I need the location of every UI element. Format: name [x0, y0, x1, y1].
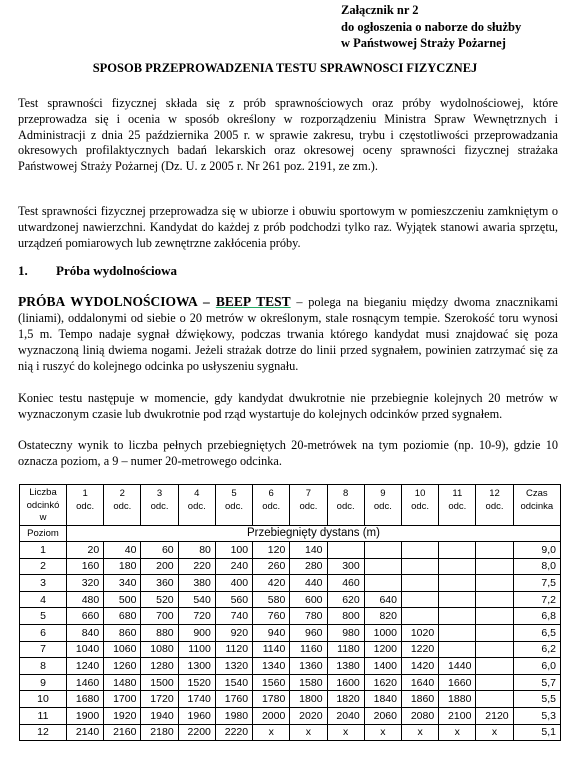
distance-cell: 760	[253, 608, 290, 625]
distance-cell: 1640	[401, 674, 438, 691]
level-cell: 5	[20, 608, 67, 625]
distance-cell	[439, 625, 476, 642]
distance-cell: 1840	[364, 691, 401, 708]
level-cell: 1	[20, 542, 67, 559]
time-cell: 5,5	[513, 691, 560, 708]
distance-cell	[401, 558, 438, 575]
distance-cell: 1820	[327, 691, 364, 708]
distance-cell: 1560	[253, 674, 290, 691]
distance-cell: 1960	[178, 708, 215, 725]
distance-cell: 1780	[253, 691, 290, 708]
section-number: 1.	[18, 263, 28, 278]
distance-cell: 820	[364, 608, 401, 625]
distance-cell: 160	[67, 558, 104, 575]
distance-cell: 980	[327, 625, 364, 642]
segment-unit: odc.	[225, 501, 243, 512]
level-header: Poziom	[20, 525, 67, 542]
distance-cell	[401, 591, 438, 608]
distance-cell: 1940	[141, 708, 178, 725]
time-cell: 7,2	[513, 591, 560, 608]
distance-cell: 1060	[104, 641, 141, 658]
distance-cell: x	[253, 724, 290, 741]
segment-unit: odc.	[299, 501, 318, 512]
end-of-test-paragraph: Koniec testu następuje w momencie, gdy kandydat dwukrotnie nie przebiegnie kolejnych 20 metrów w wyznaczonym czasie lub dwukrotnie pod rząd wystartuje do kolejnych odcinków przed sygnałem.	[18, 391, 558, 421]
distance-cell: 1540	[215, 674, 252, 691]
distance-cell: 60	[141, 542, 178, 559]
beep-text: – polega na bieganiu między dwoma znacznikami (liniami), oddalonymi od siebie o 20 metrów w określonym, stale rosnącym tempie. Szerokość toru wynosi 1,5 m. Tempo nadaje sygnał dźwiękowy, podczas trwania którego kandydat musi znajdować się poza wyznaczoną linią dwiema nogami. Jeżeli strażak dotrze do linii przed sygnałem, powinien zatrzymać się za nią i ruszyć do kolejnego odcinka po usłyszeniu sygnału.	[18, 295, 559, 373]
distance-cell: 1740	[178, 691, 215, 708]
segment-header-3	[141, 485, 178, 526]
section-heading	[18, 263, 177, 279]
distance-cell: 1580	[290, 674, 327, 691]
header-line: Liczba	[29, 487, 57, 498]
time-cell: 6,2	[513, 641, 560, 658]
distance-cell: 2040	[327, 708, 364, 725]
distance-cell: 260	[253, 558, 290, 575]
segment-number: 11	[452, 488, 463, 499]
segment-header-5	[215, 485, 252, 526]
segment-number: 1	[82, 488, 88, 499]
distance-header: Przebiegnięty dystans (m)	[67, 525, 561, 542]
distance-cell: 420	[253, 575, 290, 592]
distance-cell: x	[439, 724, 476, 741]
distance-cell: 1600	[327, 674, 364, 691]
time-cell: 9,0	[513, 542, 560, 559]
segment-unit: odc.	[150, 501, 169, 512]
segment-header-6	[253, 485, 290, 526]
level-cell: 4	[20, 591, 67, 608]
distance-cell: 2180	[141, 724, 178, 741]
distance-cell	[364, 542, 401, 559]
distance-cell: 400	[215, 575, 252, 592]
distance-cell: 1120	[215, 641, 252, 658]
distance-cell: 1520	[178, 674, 215, 691]
table-row	[20, 641, 561, 658]
beep-test-term: BEEP TEST	[215, 294, 291, 309]
level-cell: 10	[20, 691, 67, 708]
table-row	[20, 724, 561, 741]
attachment-line-2: do ogłoszenia o naborze do służby	[341, 19, 522, 34]
distance-cell: 1100	[178, 641, 215, 658]
time-cell: 5,1	[513, 724, 560, 741]
distance-cell	[401, 575, 438, 592]
segment-header-7	[290, 485, 327, 526]
distance-cell: 740	[215, 608, 252, 625]
table-subheader-row	[20, 525, 561, 542]
conditions-paragraph: Test sprawności fizycznej przeprowadza się w ubiorze i obuwiu sportowym w pomieszczeniu zamkniętym o utwardzonej nawierzchni. Kandydat do każdej z prób podchodzi tylko raz. Wyjątek stanowi awaria sprzętu, urządzeń pomiarowych lub zewnętrzne zakłócenia próby.	[18, 204, 558, 250]
distance-cell: 940	[253, 625, 290, 642]
distance-cell: 1420	[401, 658, 438, 675]
segment-number: 9	[380, 488, 386, 499]
table-header-row	[20, 485, 561, 526]
distance-cell: 920	[215, 625, 252, 642]
distance-cell: 720	[178, 608, 215, 625]
segment-header-10	[401, 485, 438, 526]
distance-cell: 1800	[290, 691, 327, 708]
distance-cell: 1360	[290, 658, 327, 675]
distance-cell	[401, 608, 438, 625]
distance-cell: 860	[104, 625, 141, 642]
distance-cell: 100	[215, 542, 252, 559]
distance-cell: 1760	[215, 691, 252, 708]
distance-cell: 780	[290, 608, 327, 625]
header-line: odcinkó	[26, 499, 60, 511]
distance-cell: 1180	[327, 641, 364, 658]
distance-cell: 1860	[401, 691, 438, 708]
distance-cell	[476, 591, 513, 608]
distance-cell: 1020	[401, 625, 438, 642]
distance-cell: 800	[327, 608, 364, 625]
distance-cell	[439, 608, 476, 625]
distance-cell: 2100	[439, 708, 476, 725]
distance-cell	[476, 558, 513, 575]
table-row	[20, 674, 561, 691]
distance-cell	[327, 542, 364, 559]
level-cell: 7	[20, 641, 67, 658]
distance-cell: 620	[327, 591, 364, 608]
distance-cell: 40	[104, 542, 141, 559]
distance-cell	[476, 691, 513, 708]
distance-cell	[401, 542, 438, 559]
table-row	[20, 608, 561, 625]
distance-cell: x	[476, 724, 513, 741]
distance-cell: 2140	[67, 724, 104, 741]
level-cell: 8	[20, 658, 67, 675]
level-cell: 2	[20, 558, 67, 575]
distance-cell: 580	[253, 591, 290, 608]
distance-cell: 1680	[67, 691, 104, 708]
distance-cell: 380	[178, 575, 215, 592]
segments-count-header	[20, 485, 67, 526]
table-row	[20, 542, 561, 559]
distance-cell	[439, 575, 476, 592]
distance-cell: 140	[290, 542, 327, 559]
distance-cell: 220	[178, 558, 215, 575]
distance-cell: 2160	[104, 724, 141, 741]
segment-number: 3	[156, 488, 163, 499]
distance-cell	[439, 558, 476, 575]
header-line: w	[39, 512, 47, 523]
distance-cell: 300	[327, 558, 364, 575]
level-cell: 12	[20, 724, 67, 741]
segment-number: 2	[119, 488, 125, 499]
segment-unit: odc.	[448, 501, 467, 512]
segment-number: 7	[305, 488, 312, 499]
level-cell: 11	[20, 708, 67, 725]
distance-cell: 80	[178, 542, 215, 559]
time-cell: 5,7	[513, 674, 560, 691]
distance-cell	[476, 625, 513, 642]
section-title: Próba wydolnościowa	[56, 263, 177, 278]
result-paragraph: Ostateczny wynik to liczba pełnych przebiegniętych 20-metrówek na tym poziomie (np. 10-9), gdzie 10 oznacza poziom, a 9 – numer 20-metrowego odcinka.	[18, 438, 558, 468]
time-cell: 6,5	[513, 625, 560, 642]
distance-cell: 1300	[178, 658, 215, 675]
distance-cell: 1320	[215, 658, 252, 675]
table-row	[20, 658, 561, 675]
table-row	[20, 558, 561, 575]
distance-cell	[439, 542, 476, 559]
attachment-header	[341, 2, 521, 52]
beep-test-table	[19, 484, 561, 741]
distance-cell: 480	[67, 591, 104, 608]
distance-cell: 600	[290, 591, 327, 608]
distance-cell: 2120	[476, 708, 513, 725]
segment-header-11	[439, 485, 476, 526]
distance-cell: 1160	[290, 641, 327, 658]
attachment-line-3: w Państwowej Straży Pożarnej	[341, 36, 506, 50]
distance-cell: 440	[290, 575, 327, 592]
segment-number: 8	[342, 488, 349, 499]
distance-cell: 880	[141, 625, 178, 642]
distance-cell: 1080	[141, 641, 178, 658]
distance-cell: 680	[104, 608, 141, 625]
distance-cell: 1260	[104, 658, 141, 675]
distance-cell: x	[327, 724, 364, 741]
segment-number: 5	[231, 488, 237, 499]
distance-cell: 500	[104, 591, 141, 608]
distance-cell: 2080	[401, 708, 438, 725]
distance-cell: 1460	[67, 674, 104, 691]
distance-cell: 240	[215, 558, 252, 575]
distance-cell: 540	[178, 591, 215, 608]
segment-header-4	[178, 485, 215, 526]
distance-cell: 2200	[178, 724, 215, 741]
time-cell: 6,0	[513, 658, 560, 675]
time-cell: 8,0	[513, 558, 560, 575]
distance-cell: 1200	[364, 641, 401, 658]
distance-cell: 1400	[364, 658, 401, 675]
distance-cell: 640	[364, 591, 401, 608]
distance-cell: 1480	[104, 674, 141, 691]
distance-cell: 1240	[67, 658, 104, 675]
distance-cell: 180	[104, 558, 141, 575]
distance-cell	[476, 542, 513, 559]
segment-header-9	[364, 485, 401, 526]
distance-cell: 360	[141, 575, 178, 592]
distance-cell	[439, 641, 476, 658]
segment-unit: odc.	[411, 501, 430, 512]
distance-cell: 1720	[141, 691, 178, 708]
distance-cell: 1440	[439, 658, 476, 675]
distance-cell: 700	[141, 608, 178, 625]
segment-unit: odc.	[373, 501, 392, 512]
distance-cell: 1620	[364, 674, 401, 691]
distance-cell: 1980	[215, 708, 252, 725]
distance-cell: 2060	[364, 708, 401, 725]
distance-cell: x	[401, 724, 438, 741]
distance-cell: 520	[141, 591, 178, 608]
distance-cell	[476, 608, 513, 625]
distance-cell: 1900	[67, 708, 104, 725]
segment-header-8	[327, 485, 364, 526]
distance-cell: 1140	[253, 641, 290, 658]
segment-number: 6	[268, 488, 274, 499]
distance-cell: 2000	[253, 708, 290, 725]
distance-cell: 1220	[401, 641, 438, 658]
distance-cell: 1340	[253, 658, 290, 675]
distance-cell: 660	[67, 608, 104, 625]
distance-cell: 1380	[327, 658, 364, 675]
beep-lead: PRÓBA WYDOLNOŚCIOWA –	[18, 294, 216, 309]
time-header	[513, 485, 560, 526]
distance-cell: 1000	[364, 625, 401, 642]
distance-cell: 460	[327, 575, 364, 592]
segment-unit: odc.	[485, 501, 504, 512]
distance-cell	[476, 641, 513, 658]
table-row	[20, 708, 561, 725]
distance-cell: 340	[104, 575, 141, 592]
time-cell: 5,3	[513, 708, 560, 725]
time-cell: 7,5	[513, 575, 560, 592]
distance-cell: 1500	[141, 674, 178, 691]
distance-cell: 900	[178, 625, 215, 642]
distance-cell: 20	[67, 542, 104, 559]
segment-unit: odc.	[187, 501, 206, 512]
table-row	[20, 625, 561, 642]
distance-cell	[364, 575, 401, 592]
distance-cell: 280	[290, 558, 327, 575]
distance-cell: 560	[215, 591, 252, 608]
distance-cell: 2220	[215, 724, 252, 741]
beep-test-description	[18, 294, 558, 374]
distance-cell: 120	[253, 542, 290, 559]
distance-cell: 1700	[104, 691, 141, 708]
segment-header-12	[476, 485, 513, 526]
time-header-line: odcinka	[520, 501, 554, 512]
segment-number: 12	[489, 488, 500, 499]
table-row	[20, 691, 561, 708]
distance-cell	[476, 575, 513, 592]
table-row	[20, 575, 561, 592]
distance-cell: 1040	[67, 641, 104, 658]
segment-header-1	[67, 485, 104, 526]
distance-cell	[364, 558, 401, 575]
time-cell: 6,8	[513, 608, 560, 625]
distance-cell: 1880	[439, 691, 476, 708]
document-title: SPOSOB PRZEPROWADZENIA TESTU SPRAWNOSCI FIZYCZNEJ	[92, 61, 478, 75]
segment-unit: odc.	[76, 501, 95, 512]
distance-cell: 1920	[104, 708, 141, 725]
segment-number: 4	[194, 488, 200, 499]
distance-cell: x	[364, 724, 401, 741]
level-cell: 9	[20, 674, 67, 691]
distance-cell: 2020	[290, 708, 327, 725]
time-header-line: Czas	[525, 488, 548, 499]
attachment-line-1: Załącznik nr 2	[341, 3, 419, 17]
segment-number: 10	[414, 488, 426, 499]
distance-cell: 1280	[141, 658, 178, 675]
segment-unit: odc.	[262, 501, 281, 512]
distance-cell: 840	[67, 625, 104, 642]
table-row	[20, 591, 561, 608]
segment-unit: odc.	[113, 501, 132, 512]
level-cell: 3	[20, 575, 67, 592]
segment-header-2	[104, 485, 141, 526]
distance-cell	[476, 658, 513, 675]
distance-cell: 200	[141, 558, 178, 575]
intro-paragraph: Test sprawności fizycznej składa się z prób sprawnościowych oraz próby wydolnościowej, które przeprowadza się i ocenia w sposób określony w rozporządzeniu Ministra Spraw Wewnętrznych i Administracji z dnia 25 października 2005 r. w sprawie zakresu, trybu i częstotliwości przeprowadzania okresowych profilaktycznych badań lekarskich oraz okresowej oceny sprawności fizycznej strażaka Państwowej Straży Pożarnej (Dz. U. z 2005 r. Nr 261 poz. 2191, ze zm.).	[18, 96, 558, 174]
distance-cell: x	[290, 724, 327, 741]
segment-unit: odc.	[336, 501, 355, 512]
level-cell: 6	[20, 625, 67, 642]
distance-cell: 1660	[439, 674, 476, 691]
distance-cell: 320	[67, 575, 104, 592]
distance-cell	[439, 591, 476, 608]
distance-cell: 960	[290, 625, 327, 642]
distance-cell	[476, 674, 513, 691]
